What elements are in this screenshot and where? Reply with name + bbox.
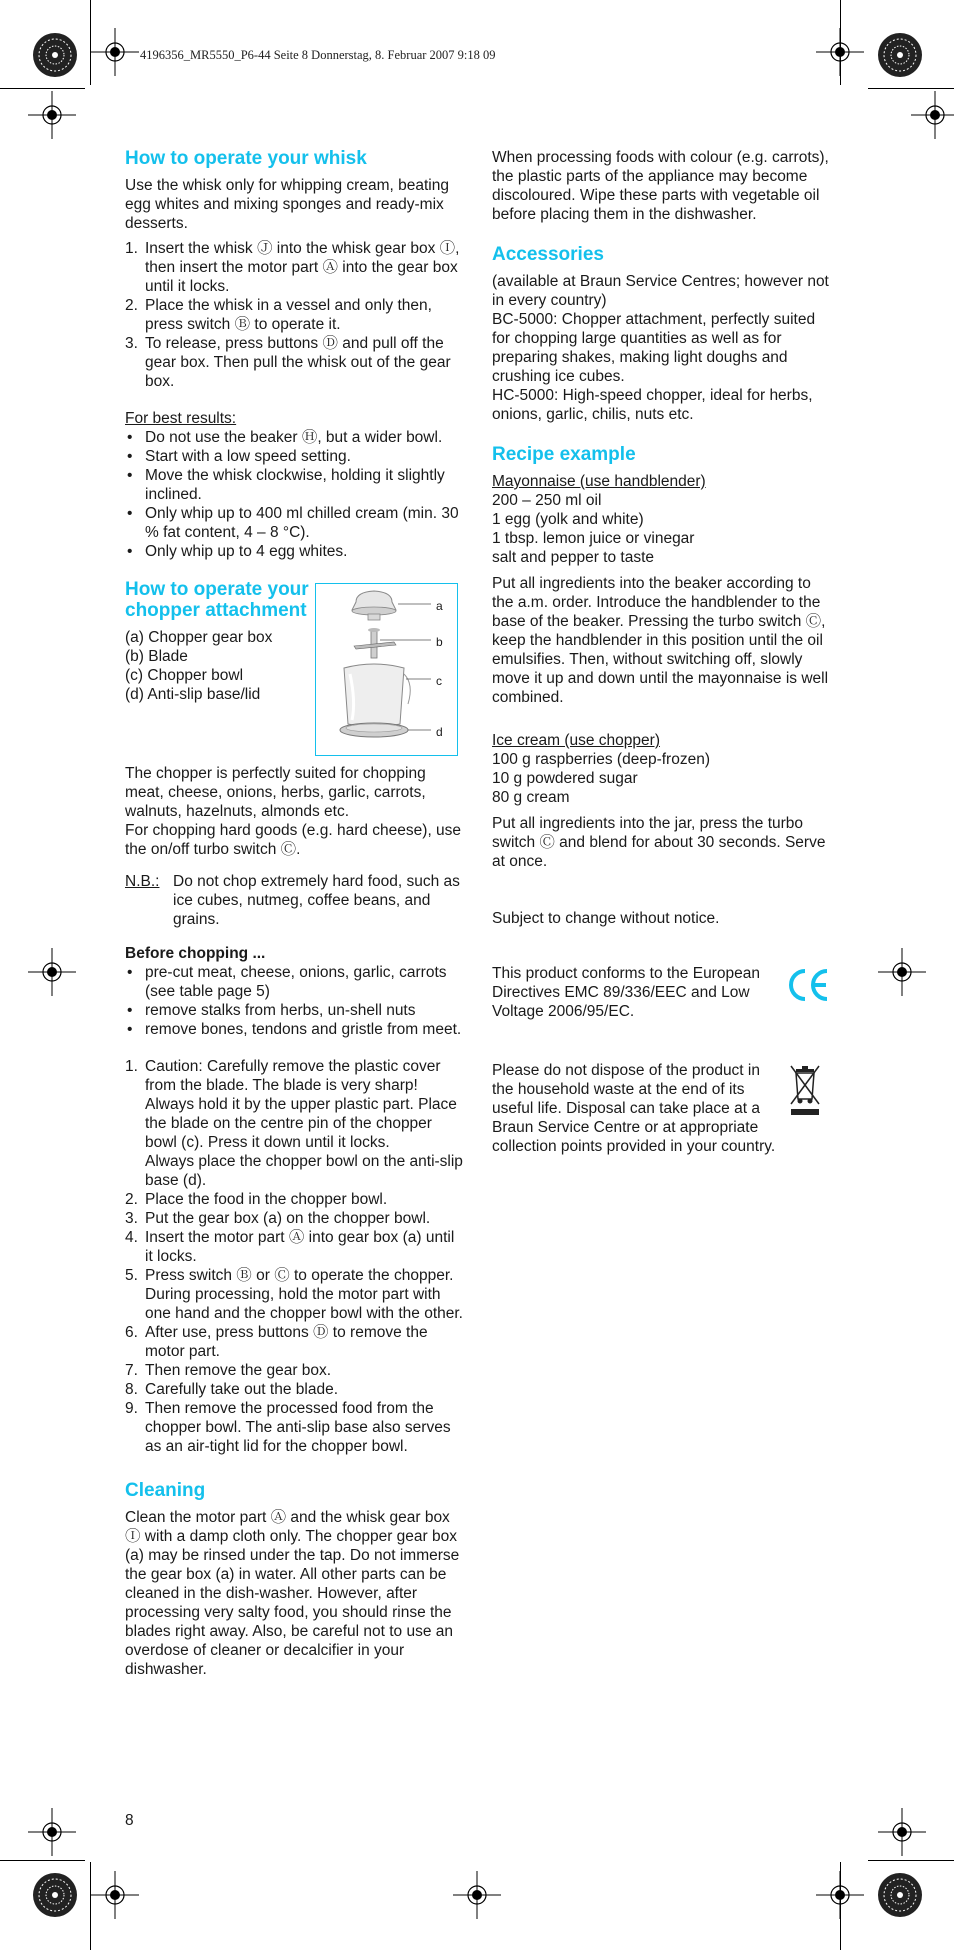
list-item: • pre-cut meat, cheese, onions, garlic, carrots (see table page 5): [125, 963, 465, 1001]
list-item: [125, 1209, 465, 1228]
whisk-steps: [125, 239, 465, 391]
step-number: 3.: [125, 335, 138, 352]
list-item: • Start with a low speed setting.: [125, 447, 465, 466]
accessories-heading: Accessories: [492, 244, 604, 265]
whisk-intro: Use the whisk only for whipping cream, beating egg whites and mixing sponges and ready-mix desserts.: [125, 177, 449, 232]
ingredient: 1 egg (yolk and white): [492, 511, 644, 528]
conformity-block: [492, 964, 832, 1021]
step-text: Then remove the gear box.: [145, 1362, 332, 1379]
starburst-icon: [33, 33, 77, 77]
step-text: Insert the motor part Ⓐ into gear box (a) until it locks.: [145, 1229, 455, 1265]
list-item: [125, 1190, 465, 1209]
part-a: (a) Chopper gear box: [125, 629, 273, 646]
list-item: [125, 334, 465, 391]
ingredient: 10 g powdered sugar: [492, 770, 638, 787]
step-text: Put the gear box (a) on the chopper bowl.: [145, 1210, 431, 1227]
list-item: [125, 1266, 465, 1323]
ingredient: salt and pepper to taste: [492, 549, 655, 566]
mayonnaise-title: Mayonnaise (use handblender): [492, 473, 706, 490]
step-number: 9.: [125, 1400, 138, 1417]
conformity-text: This product conforms to the European Directives EMC 89/336/EEC and Low Voltage 2006/95/EC.: [492, 965, 760, 1020]
list-item: [125, 296, 465, 334]
registration-target-icon: [878, 1808, 926, 1856]
step-text: Press switch Ⓑ or Ⓒ to operate the chopper. During processing, hold the motor part with one hand and the chopper bowl with the other.: [145, 1267, 463, 1322]
right-column: [492, 148, 832, 1156]
list-item: [125, 1057, 465, 1190]
chopper-figure: [315, 583, 458, 756]
chopper-section: [125, 579, 465, 759]
list-item: [125, 1323, 465, 1361]
mayonnaise-method: Put all ingredients into the beaker according to the a.m. order. Introduce the handblender to the base of the beaker. Pressing the turbo switch Ⓒ, keep the handblender in this position until the oil emulsifies. Then, without switching off, slowly move it up and down until the mayonnaise is well combined.: [492, 575, 829, 706]
chopper-heading: How to operate your chopper attachment: [125, 579, 309, 621]
list-item: • Move the whisk clockwise, holding it slightly inclined.: [125, 466, 465, 504]
starburst-icon: [878, 1873, 922, 1917]
registration-target-icon: [28, 91, 76, 139]
spacer: [125, 1462, 465, 1480]
print-slug: 4196356_MR5550_P6-44 Seite 8 Donnerstag, 8. Februar 2007 9:18 09: [140, 48, 496, 62]
before-chopping-list: [125, 963, 465, 1039]
step-number: 4.: [125, 1229, 138, 1246]
chopper-hard-goods: For chopping hard goods (e.g. hard cheese), use the on/off turbo switch Ⓒ.: [125, 822, 462, 858]
nb-note: [125, 872, 465, 929]
spacer: [492, 1021, 832, 1061]
change-notice: Subject to change without notice.: [492, 910, 720, 927]
starburst-icon: [33, 1873, 77, 1917]
list-item: [125, 1228, 465, 1266]
spacer: [492, 934, 832, 964]
whisk-heading: How to operate your whisk: [125, 148, 367, 169]
step-number: 5.: [125, 1267, 138, 1284]
step-text: Place the food in the chopper bowl.: [145, 1191, 388, 1208]
step-number: 6.: [125, 1324, 138, 1341]
ice-cream-method: Put all ingredients into the jar, press the turbo switch Ⓒ and blend for about 30 seconds. Serve at once.: [492, 815, 826, 870]
cleaning-text: Clean the motor part Ⓐ and the whisk gear box Ⓘ with a damp cloth only. The chopper gear box (a) may be rinsed under the tap. Do not immerse the gear box (a) in water. All other parts can be cleaned in the dish-washer. However, after processing very salty food, you should rinse the blades right away. Also, be careful not to use an overdose of cleaner or decalcifier in your dishwasher.: [125, 1509, 460, 1678]
chopper-steps: [125, 1057, 465, 1456]
disposal-block: [492, 1061, 832, 1156]
ingredient: 100 g raspberries (deep-frozen): [492, 751, 710, 768]
ice-cream-title: Ice cream (use chopper): [492, 732, 660, 749]
list-item: • remove bones, tendons and gristle from meet.: [125, 1020, 465, 1039]
figure-label-a: a: [436, 599, 443, 613]
crossed-bin-icon: [788, 1063, 822, 1117]
spacer: [125, 865, 465, 872]
figure-label-c: c: [436, 674, 442, 688]
list-item: [125, 1380, 465, 1399]
step-text: Place the whisk in a vessel and only then, press switch Ⓑ to operate it.: [145, 297, 432, 333]
nb-label: N.B.:: [125, 873, 160, 890]
figure-label-b: b: [436, 635, 443, 649]
chopper-illustration: [316, 584, 456, 754]
part-c: (c) Chopper bowl: [125, 667, 244, 684]
before-chopping-title: Before chopping ...: [125, 945, 266, 962]
registration-target-icon: [28, 948, 76, 996]
best-results-title: For best results:: [125, 410, 237, 427]
accessory-hc5000: HC-5000: High-speed chopper, ideal for herbs, onions, garlic, chilis, nuts etc.: [492, 387, 813, 423]
step-text: Always place the chopper bowl on the anti-slip base (d).: [145, 1153, 463, 1189]
list-item: • Only whip up to 400 ml chilled cream (min. 30 % fat content, 4 – 8 °C).: [125, 504, 465, 542]
registration-target-icon: [453, 1871, 501, 1919]
step-text: Caution: Carefully remove the plastic cover from the blade. The blade is very sharp!: [145, 1058, 441, 1094]
part-d: (d) Anti-slip base/lid: [125, 686, 261, 703]
accessories-availability: (available at Braun Service Centres; however not in every country): [492, 273, 829, 309]
starburst-icon: [878, 33, 922, 77]
ingredient: 1 tbsp. lemon juice or vinegar: [492, 530, 695, 547]
step-number: 3.: [125, 1210, 138, 1227]
part-b: (b) Blade: [125, 648, 188, 665]
spacer: [492, 807, 832, 814]
spacer: [125, 397, 465, 409]
disposal-text: Please do not dispose of the product in the household waste at the end of its useful life. Disposal can take place at a Braun Service Centre or at appropriate collection points provided in your country.: [492, 1062, 776, 1155]
step-text: To release, press buttons Ⓓ and pull off the gear box. Then pull the whisk out of the gear box.: [145, 335, 451, 390]
step-text: Insert the whisk Ⓙ into the whisk gear box Ⓘ, then insert the motor part Ⓐ into the gear box until it locks.: [145, 240, 460, 295]
chopper-text-block: [125, 579, 315, 704]
list-item: [125, 1361, 465, 1380]
spacer: [125, 567, 465, 579]
list-item: • Do not use the beaker Ⓗ, but a wider bowl.: [125, 428, 465, 447]
step-text: Always hold it by the upper plastic part. Place the blade on the centre pin of the chopper bowl (c). Press it down until it locks.: [145, 1096, 457, 1151]
registration-target-icon: [816, 28, 864, 76]
registration-target-icon: [28, 1808, 76, 1856]
ingredient: 80 g cream: [492, 789, 570, 806]
spacer: [492, 230, 832, 244]
step-number: 8.: [125, 1381, 138, 1398]
best-results-list: [125, 428, 465, 561]
colour-note: When processing foods with colour (e.g. carrots), the plastic parts of the appliance may become discoloured. Wipe these parts with vegetable oil before placing them in the dishwasher.: [492, 149, 829, 223]
spacer: [492, 713, 832, 731]
step-number: 2.: [125, 297, 138, 314]
step-text: Then remove the processed food from the chopper bowl. The anti-slip base also serves as an air-tight lid for the chopper bowl.: [145, 1400, 451, 1455]
list-item: • remove stalks from herbs, un-shell nuts: [125, 1001, 465, 1020]
spacer: [492, 567, 832, 574]
step-number: 1.: [125, 240, 138, 257]
step-number: 1.: [125, 1058, 138, 1075]
chopper-intro: The chopper is perfectly suited for chopping meat, cheese, onions, herbs, garlic, carrots, walnuts, hazelnuts, almonds etc.: [125, 765, 426, 820]
list-item: [125, 1399, 465, 1456]
ingredient: 200 – 250 ml oil: [492, 492, 602, 509]
registration-target-icon: [91, 1871, 139, 1919]
recipe-heading: Recipe example: [492, 444, 636, 465]
registration-target-icon: [91, 28, 139, 76]
step-text: Carefully take out the blade.: [145, 1381, 339, 1398]
figure-label-d: d: [436, 725, 443, 739]
spacer: [125, 929, 465, 944]
ce-mark-icon: [786, 966, 830, 1004]
left-column: [125, 148, 465, 1685]
cleaning-heading: Cleaning: [125, 1480, 206, 1501]
step-number: 7.: [125, 1362, 138, 1379]
step-number: 2.: [125, 1191, 138, 1208]
step-text: After use, press buttons Ⓓ to remove the motor part.: [145, 1324, 428, 1360]
spacer: [125, 1045, 465, 1057]
page-number: 8: [125, 1812, 134, 1829]
accessory-bc5000: BC-5000: Chopper attachment, perfectly suited for chopping large quantities as well as for preparing shakes, making light doughs and crushing ice cubes.: [492, 311, 816, 385]
spacer: [492, 877, 832, 909]
registration-target-icon: [816, 1871, 864, 1919]
list-item: • Only whip up to 4 egg whites.: [125, 542, 465, 561]
registration-target-icon: [878, 948, 926, 996]
registration-target-icon: [911, 91, 954, 139]
nb-text: Do not chop extremely hard food, such as ice cubes, nutmeg, coffee beans, and grains.: [173, 873, 460, 928]
list-item: [125, 239, 465, 296]
spacer: [492, 424, 832, 444]
